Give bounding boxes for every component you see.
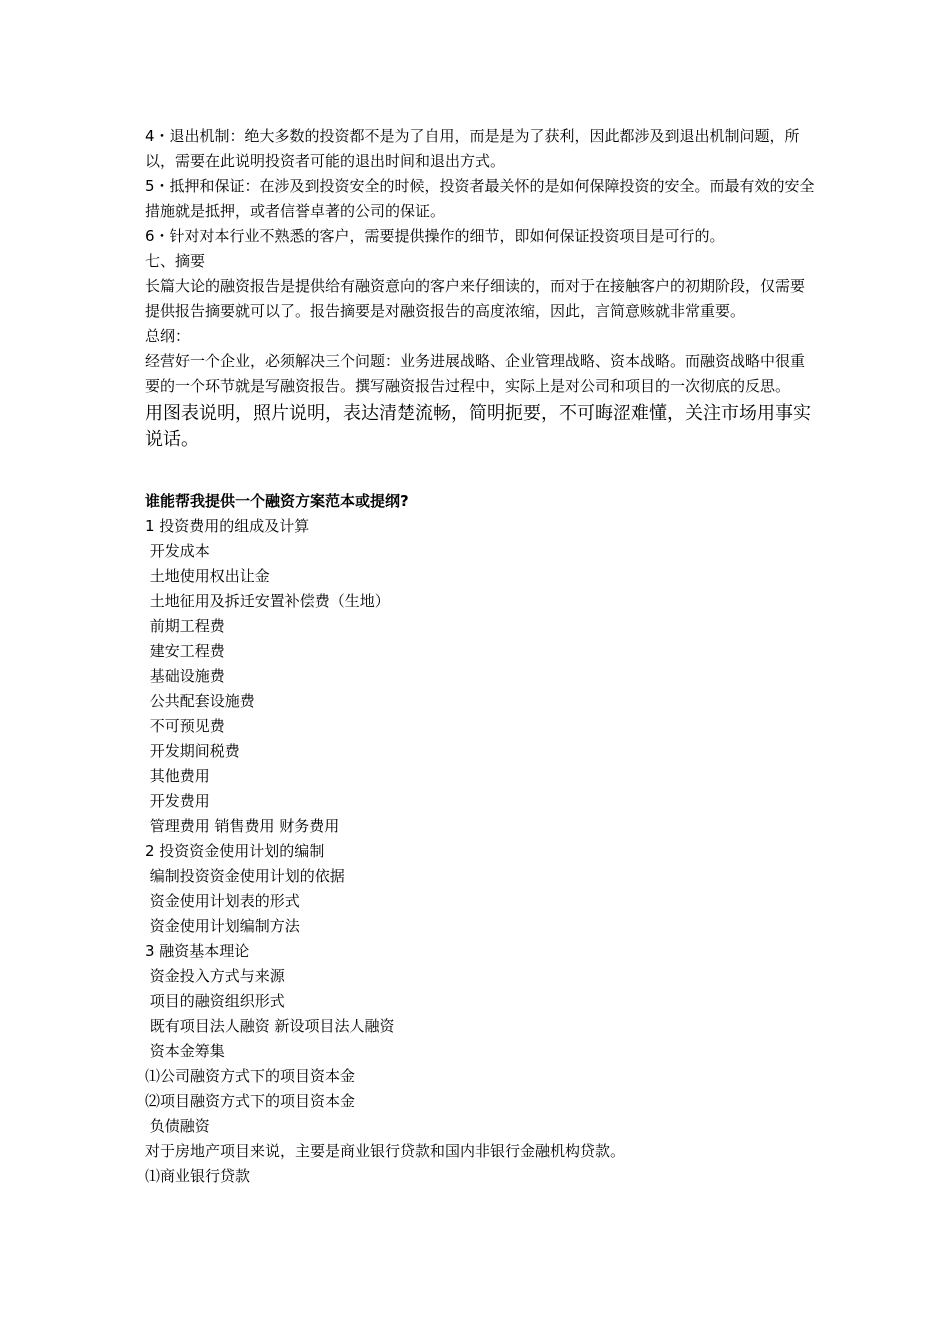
section-heading-summary: 七、摘要 xyxy=(145,252,206,270)
list-item: 管理费用 销售费用 财务费用 xyxy=(145,817,340,835)
paragraph-chart-advice: 用图表说明，照片说明，表达清楚流畅，简明扼要，不可晦涩难懂，关注市场用事实说话。 xyxy=(145,403,811,450)
list-item: 对于房地产项目来说，主要是商业银行贷款和国内非银行金融机构贷款。 xyxy=(145,1142,626,1160)
list-item: 公共配套设施费 xyxy=(145,692,255,710)
list-item: ⑴商业银行贷款 xyxy=(145,1167,251,1185)
list-item: 资本金筹集 xyxy=(145,1042,225,1060)
paragraph-summary: 长篇大论的融资报告是提供给有融资意向的客户来仔细读的，而对于在接触客户的初期阶段，仅需要提供报告摘要就可以了。报告摘要是对融资报告的高度浓缩，因此，言简意赅就非常重要。 xyxy=(145,277,806,320)
list-item: 开发成本 xyxy=(145,542,210,560)
label-general-outline: 总纲： xyxy=(145,327,191,345)
list-item: ⑴公司融资方式下的项目资本金 xyxy=(145,1067,356,1085)
list-item: 3 融资基本理论 xyxy=(145,942,250,960)
list-item: 基础设施费 xyxy=(145,667,225,685)
list-item: 土地征用及拆迁安置补偿费（生地） xyxy=(145,592,390,610)
list-item: 2 投资资金使用计划的编制 xyxy=(145,842,325,860)
list-item: 不可预见费 xyxy=(145,717,225,735)
list-item: 开发期间税费 xyxy=(145,742,240,760)
list-item: 1 投资费用的组成及计算 xyxy=(145,517,310,535)
list-item: 资金使用计划表的形式 xyxy=(145,892,300,910)
list-item: 既有项目法人融资 新设项目法人融资 xyxy=(145,1017,395,1035)
list-item: 编制投资资金使用计划的依据 xyxy=(145,867,345,885)
list-item: 其他费用 xyxy=(145,767,210,785)
paragraph-exit-mechanism: 4・退出机制：绝大多数的投资都不是为了自用，而是是为了获利，因此都涉及到退出机制问题，所以，需要在此说明投资者可能的退出时间和退出方式。 xyxy=(145,127,800,170)
list-item: 前期工程费 xyxy=(145,617,225,635)
list-item: 开发费用 xyxy=(145,792,210,810)
document-page xyxy=(145,124,815,1189)
list-item: 负债融资 xyxy=(145,1117,210,1135)
list-item: 建安工程费 xyxy=(145,642,225,660)
outline-list xyxy=(145,514,815,1189)
list-item: 土地使用权出让金 xyxy=(145,567,270,585)
list-item: 项目的融资组织形式 xyxy=(145,992,285,1010)
question-heading: 谁能帮我提供一个融资方案范本或提纲? xyxy=(145,492,409,510)
paragraph-mortgage-guarantee: 5・抵押和保证：在涉及到投资安全的时候，投资者最关怀的是如何保障投资的安全。而最有效的安全措施就是抵押，或者信誉卓著的公司的保证。 xyxy=(145,177,815,220)
list-item: ⑵项目融资方式下的项目资本金 xyxy=(145,1092,356,1110)
list-item: 资金使用计划编制方法 xyxy=(145,917,300,935)
paragraph-operation-details: 6・针对对本行业不熟悉的客户，需要提供操作的细节，即如何保证投资项目是可行的。 xyxy=(145,227,725,245)
list-item: 资金投入方式与来源 xyxy=(145,967,285,985)
paragraph-general-outline: 经营好一个企业，必须解决三个问题：业务进展战略、企业管理战略、资本战略。而融资战略中很重要的一个环节就是写融资报告。撰写融资报告过程中，实际上是对公司和项目的一次彻底的反思。 xyxy=(145,352,806,395)
